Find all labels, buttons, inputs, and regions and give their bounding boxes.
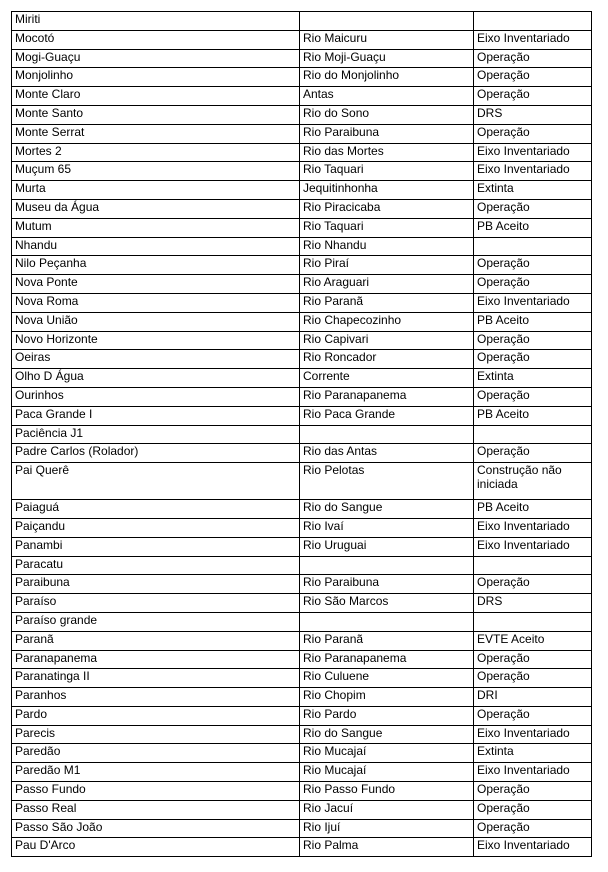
river-cell: Rio das Antas — [300, 444, 474, 463]
plant-name-cell: Paredão M1 — [12, 763, 300, 782]
table-row — [12, 537, 592, 556]
plant-name-cell: Paiaguá — [12, 500, 300, 519]
table-row — [12, 425, 592, 444]
river-cell: Rio São Marcos — [300, 594, 474, 613]
river-cell: Jequitinhonha — [300, 181, 474, 200]
status-cell: PB Aceito — [474, 312, 592, 331]
table-row — [12, 669, 592, 688]
plant-name-cell: Padre Carlos (Rolador) — [12, 444, 300, 463]
river-cell: Rio do Sangue — [300, 500, 474, 519]
status-cell: Operação — [474, 444, 592, 463]
table-row — [12, 312, 592, 331]
table-row — [12, 725, 592, 744]
table-row — [12, 650, 592, 669]
river-cell: Rio do Monjolinho — [300, 68, 474, 87]
status-cell: PB Aceito — [474, 406, 592, 425]
river-cell — [300, 12, 474, 31]
plant-name-cell: Passo Real — [12, 800, 300, 819]
status-cell: Extinta — [474, 181, 592, 200]
plant-name-cell: Nova Ponte — [12, 275, 300, 294]
river-cell: Rio Araguari — [300, 275, 474, 294]
river-cell: Rio Passo Fundo — [300, 782, 474, 801]
plant-name-cell: Muçum 65 — [12, 162, 300, 181]
river-cell: Rio Paraibuna — [300, 124, 474, 143]
plant-name-cell: Pai Querê — [12, 463, 300, 500]
status-cell: EVTE Aceito — [474, 631, 592, 650]
table-row — [12, 594, 592, 613]
table-row — [12, 387, 592, 406]
table-row — [12, 612, 592, 631]
river-cell: Rio Piraí — [300, 256, 474, 275]
status-cell: Operação — [474, 124, 592, 143]
river-cell: Rio Roncador — [300, 350, 474, 369]
status-cell: DRS — [474, 594, 592, 613]
plant-name-cell: Passo São João — [12, 819, 300, 838]
status-cell: Construção não iniciada — [474, 463, 592, 500]
table-row — [12, 293, 592, 312]
table-row — [12, 218, 592, 237]
table-row — [12, 12, 592, 31]
table-row — [12, 199, 592, 218]
plant-name-cell: Panambi — [12, 537, 300, 556]
status-cell: Operação — [474, 800, 592, 819]
river-cell: Rio Jacuí — [300, 800, 474, 819]
status-cell: Eixo Inventariado — [474, 763, 592, 782]
table-row — [12, 350, 592, 369]
river-cell: Rio Nhandu — [300, 237, 474, 256]
plant-name-cell: Mogi-Guaçu — [12, 49, 300, 68]
plant-name-cell: Paciência J1 — [12, 425, 300, 444]
plant-name-cell: Mocotó — [12, 30, 300, 49]
plant-name-cell: Murta — [12, 181, 300, 200]
river-cell: Rio Pardo — [300, 706, 474, 725]
status-cell: Operação — [474, 575, 592, 594]
status-cell: Operação — [474, 68, 592, 87]
plant-name-cell: Pardo — [12, 706, 300, 725]
river-cell: Rio Uruguai — [300, 537, 474, 556]
status-cell: Extinta — [474, 369, 592, 388]
table-row — [12, 162, 592, 181]
table-row — [12, 68, 592, 87]
status-cell — [474, 12, 592, 31]
plant-name-cell: Nilo Peçanha — [12, 256, 300, 275]
plant-name-cell: Paracatu — [12, 556, 300, 575]
table-row — [12, 763, 592, 782]
table-row — [12, 369, 592, 388]
river-cell: Rio Maicuru — [300, 30, 474, 49]
plant-name-cell: Paranapanema — [12, 650, 300, 669]
table-row — [12, 331, 592, 350]
table-row — [12, 500, 592, 519]
plant-name-cell: Paredão — [12, 744, 300, 763]
river-cell: Rio Paranapanema — [300, 387, 474, 406]
table-row — [12, 819, 592, 838]
status-cell: Operação — [474, 669, 592, 688]
table-row — [12, 275, 592, 294]
river-cell: Rio Chapecozinho — [300, 312, 474, 331]
plant-name-cell: Olho D Água — [12, 369, 300, 388]
status-cell: Operação — [474, 387, 592, 406]
status-cell: Eixo Inventariado — [474, 518, 592, 537]
river-cell: Rio Taquari — [300, 162, 474, 181]
status-cell: Eixo Inventariado — [474, 293, 592, 312]
table-row — [12, 706, 592, 725]
status-cell: Eixo Inventariado — [474, 30, 592, 49]
status-cell: Operação — [474, 350, 592, 369]
status-cell: PB Aceito — [474, 500, 592, 519]
plant-name-cell: Paranã — [12, 631, 300, 650]
river-cell: Rio Paca Grande — [300, 406, 474, 425]
status-cell: Operação — [474, 275, 592, 294]
plant-name-cell: Mortes 2 — [12, 143, 300, 162]
river-cell — [300, 612, 474, 631]
plant-name-cell: Nhandu — [12, 237, 300, 256]
status-cell: Operação — [474, 256, 592, 275]
river-cell: Rio do Sangue — [300, 725, 474, 744]
river-cell: Rio Mucajaí — [300, 744, 474, 763]
plant-name-cell: Miriti — [12, 12, 300, 31]
status-cell: DRS — [474, 105, 592, 124]
status-cell — [474, 612, 592, 631]
river-cell: Rio Ijuí — [300, 819, 474, 838]
plant-name-cell: Paraibuna — [12, 575, 300, 594]
status-cell: Operação — [474, 706, 592, 725]
river-cell: Rio Chopim — [300, 688, 474, 707]
status-cell: PB Aceito — [474, 218, 592, 237]
table-row — [12, 744, 592, 763]
river-cell: Rio Mucajaí — [300, 763, 474, 782]
status-cell: Operação — [474, 819, 592, 838]
river-cell: Rio Paranapanema — [300, 650, 474, 669]
plant-name-cell: Nova União — [12, 312, 300, 331]
table-row — [12, 838, 592, 857]
river-cell: Antas — [300, 87, 474, 106]
plant-name-cell: Paiçandu — [12, 518, 300, 537]
status-cell — [474, 556, 592, 575]
river-cell — [300, 556, 474, 575]
plants-table — [11, 11, 592, 857]
table-row — [12, 800, 592, 819]
plant-name-cell: Nova Roma — [12, 293, 300, 312]
status-cell: Eixo Inventariado — [474, 725, 592, 744]
table-row — [12, 444, 592, 463]
status-cell: Operação — [474, 87, 592, 106]
status-cell: Eixo Inventariado — [474, 162, 592, 181]
table-row — [12, 463, 592, 500]
plant-name-cell: Monte Serrat — [12, 124, 300, 143]
river-cell: Rio Paranã — [300, 631, 474, 650]
river-cell: Rio Piracicaba — [300, 199, 474, 218]
river-cell: Rio Taquari — [300, 218, 474, 237]
plant-name-cell: Mutum — [12, 218, 300, 237]
table-body — [12, 12, 592, 857]
status-cell: Eixo Inventariado — [474, 143, 592, 162]
plant-name-cell: Oeiras — [12, 350, 300, 369]
status-cell: Extinta — [474, 744, 592, 763]
table-row — [12, 256, 592, 275]
table-row — [12, 556, 592, 575]
plant-name-cell: Paranatinga II — [12, 669, 300, 688]
river-cell: Rio Paranã — [300, 293, 474, 312]
plant-name-cell: Paranhos — [12, 688, 300, 707]
river-cell: Rio Paraibuna — [300, 575, 474, 594]
status-cell: Eixo Inventariado — [474, 838, 592, 857]
plant-name-cell: Pau D'Arco — [12, 838, 300, 857]
plant-name-cell: Novo Horizonte — [12, 331, 300, 350]
river-cell — [300, 425, 474, 444]
river-cell: Corrente — [300, 369, 474, 388]
status-cell — [474, 425, 592, 444]
river-cell: Rio das Mortes — [300, 143, 474, 162]
river-cell: Rio Moji-Guaçu — [300, 49, 474, 68]
plant-name-cell: Parecis — [12, 725, 300, 744]
table-row — [12, 782, 592, 801]
table-row — [12, 631, 592, 650]
table-row — [12, 688, 592, 707]
plant-name-cell: Monte Claro — [12, 87, 300, 106]
table-row — [12, 49, 592, 68]
table-row — [12, 105, 592, 124]
river-cell: Rio Palma — [300, 838, 474, 857]
river-cell: Rio Capivari — [300, 331, 474, 350]
table-row — [12, 181, 592, 200]
status-cell: Operação — [474, 331, 592, 350]
table-row — [12, 30, 592, 49]
table-row — [12, 406, 592, 425]
status-cell: Operação — [474, 49, 592, 68]
plant-name-cell: Paca Grande I — [12, 406, 300, 425]
table-row — [12, 237, 592, 256]
plant-name-cell: Monjolinho — [12, 68, 300, 87]
status-cell — [474, 237, 592, 256]
table-row — [12, 143, 592, 162]
river-cell: Rio Pelotas — [300, 463, 474, 500]
plant-name-cell: Museu da Água — [12, 199, 300, 218]
plant-name-cell: Monte Santo — [12, 105, 300, 124]
river-cell: Rio Ivaí — [300, 518, 474, 537]
status-cell: DRI — [474, 688, 592, 707]
river-cell: Rio Culuene — [300, 669, 474, 688]
status-cell: Eixo Inventariado — [474, 537, 592, 556]
river-cell: Rio do Sono — [300, 105, 474, 124]
status-cell: Operação — [474, 782, 592, 801]
table-row — [12, 87, 592, 106]
plant-name-cell: Passo Fundo — [12, 782, 300, 801]
table-row — [12, 575, 592, 594]
plant-name-cell: Ourinhos — [12, 387, 300, 406]
plant-name-cell: Paraíso grande — [12, 612, 300, 631]
table-row — [12, 518, 592, 537]
table-row — [12, 124, 592, 143]
status-cell: Operação — [474, 199, 592, 218]
plant-name-cell: Paraíso — [12, 594, 300, 613]
status-cell: Operação — [474, 650, 592, 669]
